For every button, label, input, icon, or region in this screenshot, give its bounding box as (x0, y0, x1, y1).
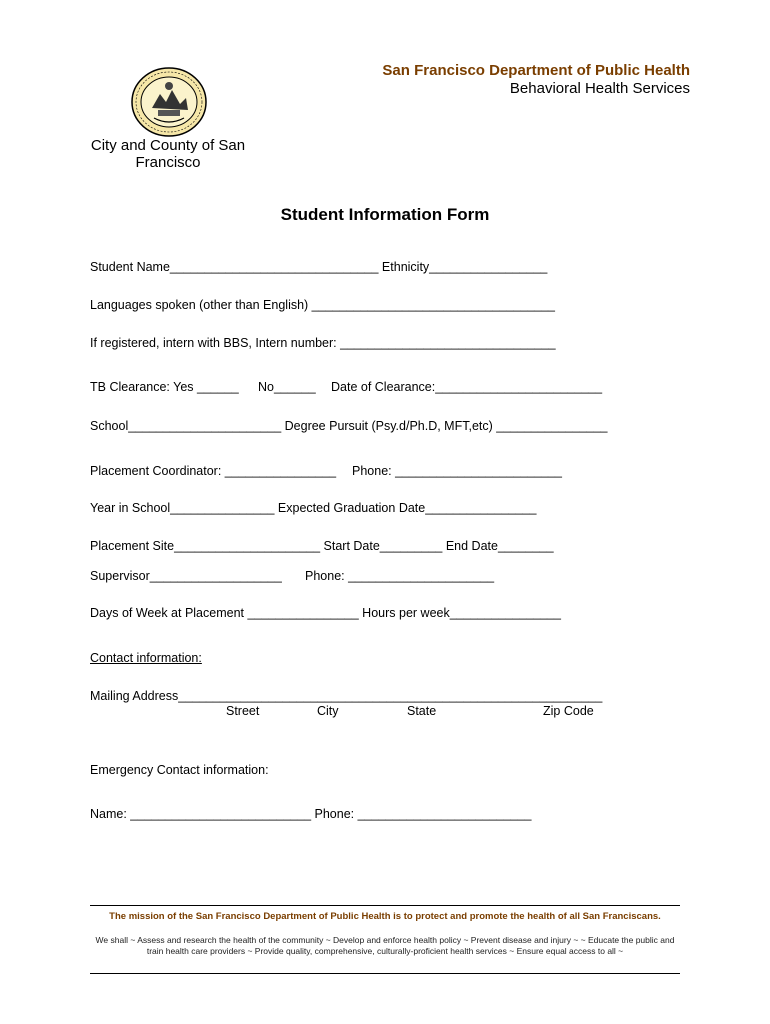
school-degree-line[interactable]: School______________________ Degree Pursuit (Psy.d/Ph.D, MFT,etc) ________________ (90, 419, 608, 433)
org-name: San Francisco Department of Public Health (382, 62, 690, 79)
org-subtitle: Behavioral Health Services (509, 80, 690, 97)
address-street-label: Street (226, 704, 260, 718)
supervisor-line[interactable]: Supervisor___________________ (90, 569, 282, 583)
city-seal-icon (130, 66, 208, 138)
contact-info-heading: Contact information: (90, 651, 202, 665)
date-of-clearance-line[interactable]: Date of Clearance:________________________ (331, 380, 603, 394)
placement-coordinator-line[interactable]: Placement Coordinator: ________________ (90, 464, 337, 478)
languages-line[interactable]: Languages spoken (other than English) ___________________________________ (90, 298, 555, 312)
mission-statement: The mission of the San Francisco Department of Public Health is to protect and promote the health of all San Franciscans. (109, 911, 661, 922)
mission-details: We shall ~ Assess and research the health of the community ~ Develop and enforce health policy ~ Prevent disease and injury ~ ~ Educate the public and train health care providers ~ Provide quality, comprehensive, culturally-proficient health services ~ Ensure equal access to all ~ (95, 935, 675, 956)
tb-clearance-yes-line[interactable]: TB Clearance: Yes ______ (90, 380, 239, 394)
mailing-address-line[interactable]: Mailing Address_____________________________________________________________ (90, 689, 603, 703)
address-city-label: City (317, 704, 339, 718)
address-state-label: State (407, 704, 437, 718)
emergency-contact-heading: Emergency Contact information: (90, 763, 269, 777)
city-name: City and County of San Francisco (90, 137, 246, 171)
coordinator-phone-line[interactable]: Phone: ________________________ (352, 464, 562, 478)
supervisor-phone-line[interactable]: Phone: _____________________ (305, 569, 495, 583)
tb-clearance-no-line[interactable]: No______ (258, 380, 316, 394)
intern-number-line[interactable]: If registered, intern with BBS, Intern number: _______________________________ (90, 336, 556, 350)
emergency-name-phone-line[interactable]: Name: __________________________ Phone: _________________________ (90, 807, 532, 821)
year-graduation-line[interactable]: Year in School_______________ Expected Graduation Date________________ (90, 501, 537, 515)
footer-top-rule (90, 905, 680, 906)
placement-site-dates-line[interactable]: Placement Site_____________________ Start Date_________ End Date________ (90, 539, 554, 553)
address-zip-label: Zip Code (543, 704, 594, 718)
form-title: Student Information Form (280, 205, 490, 224)
days-hours-line[interactable]: Days of Week at Placement ________________ Hours per week________________ (90, 606, 561, 620)
footer-bottom-rule (90, 973, 680, 974)
student-name-ethnicity-line[interactable]: Student Name______________________________ Ethnicity_________________ (90, 260, 548, 274)
